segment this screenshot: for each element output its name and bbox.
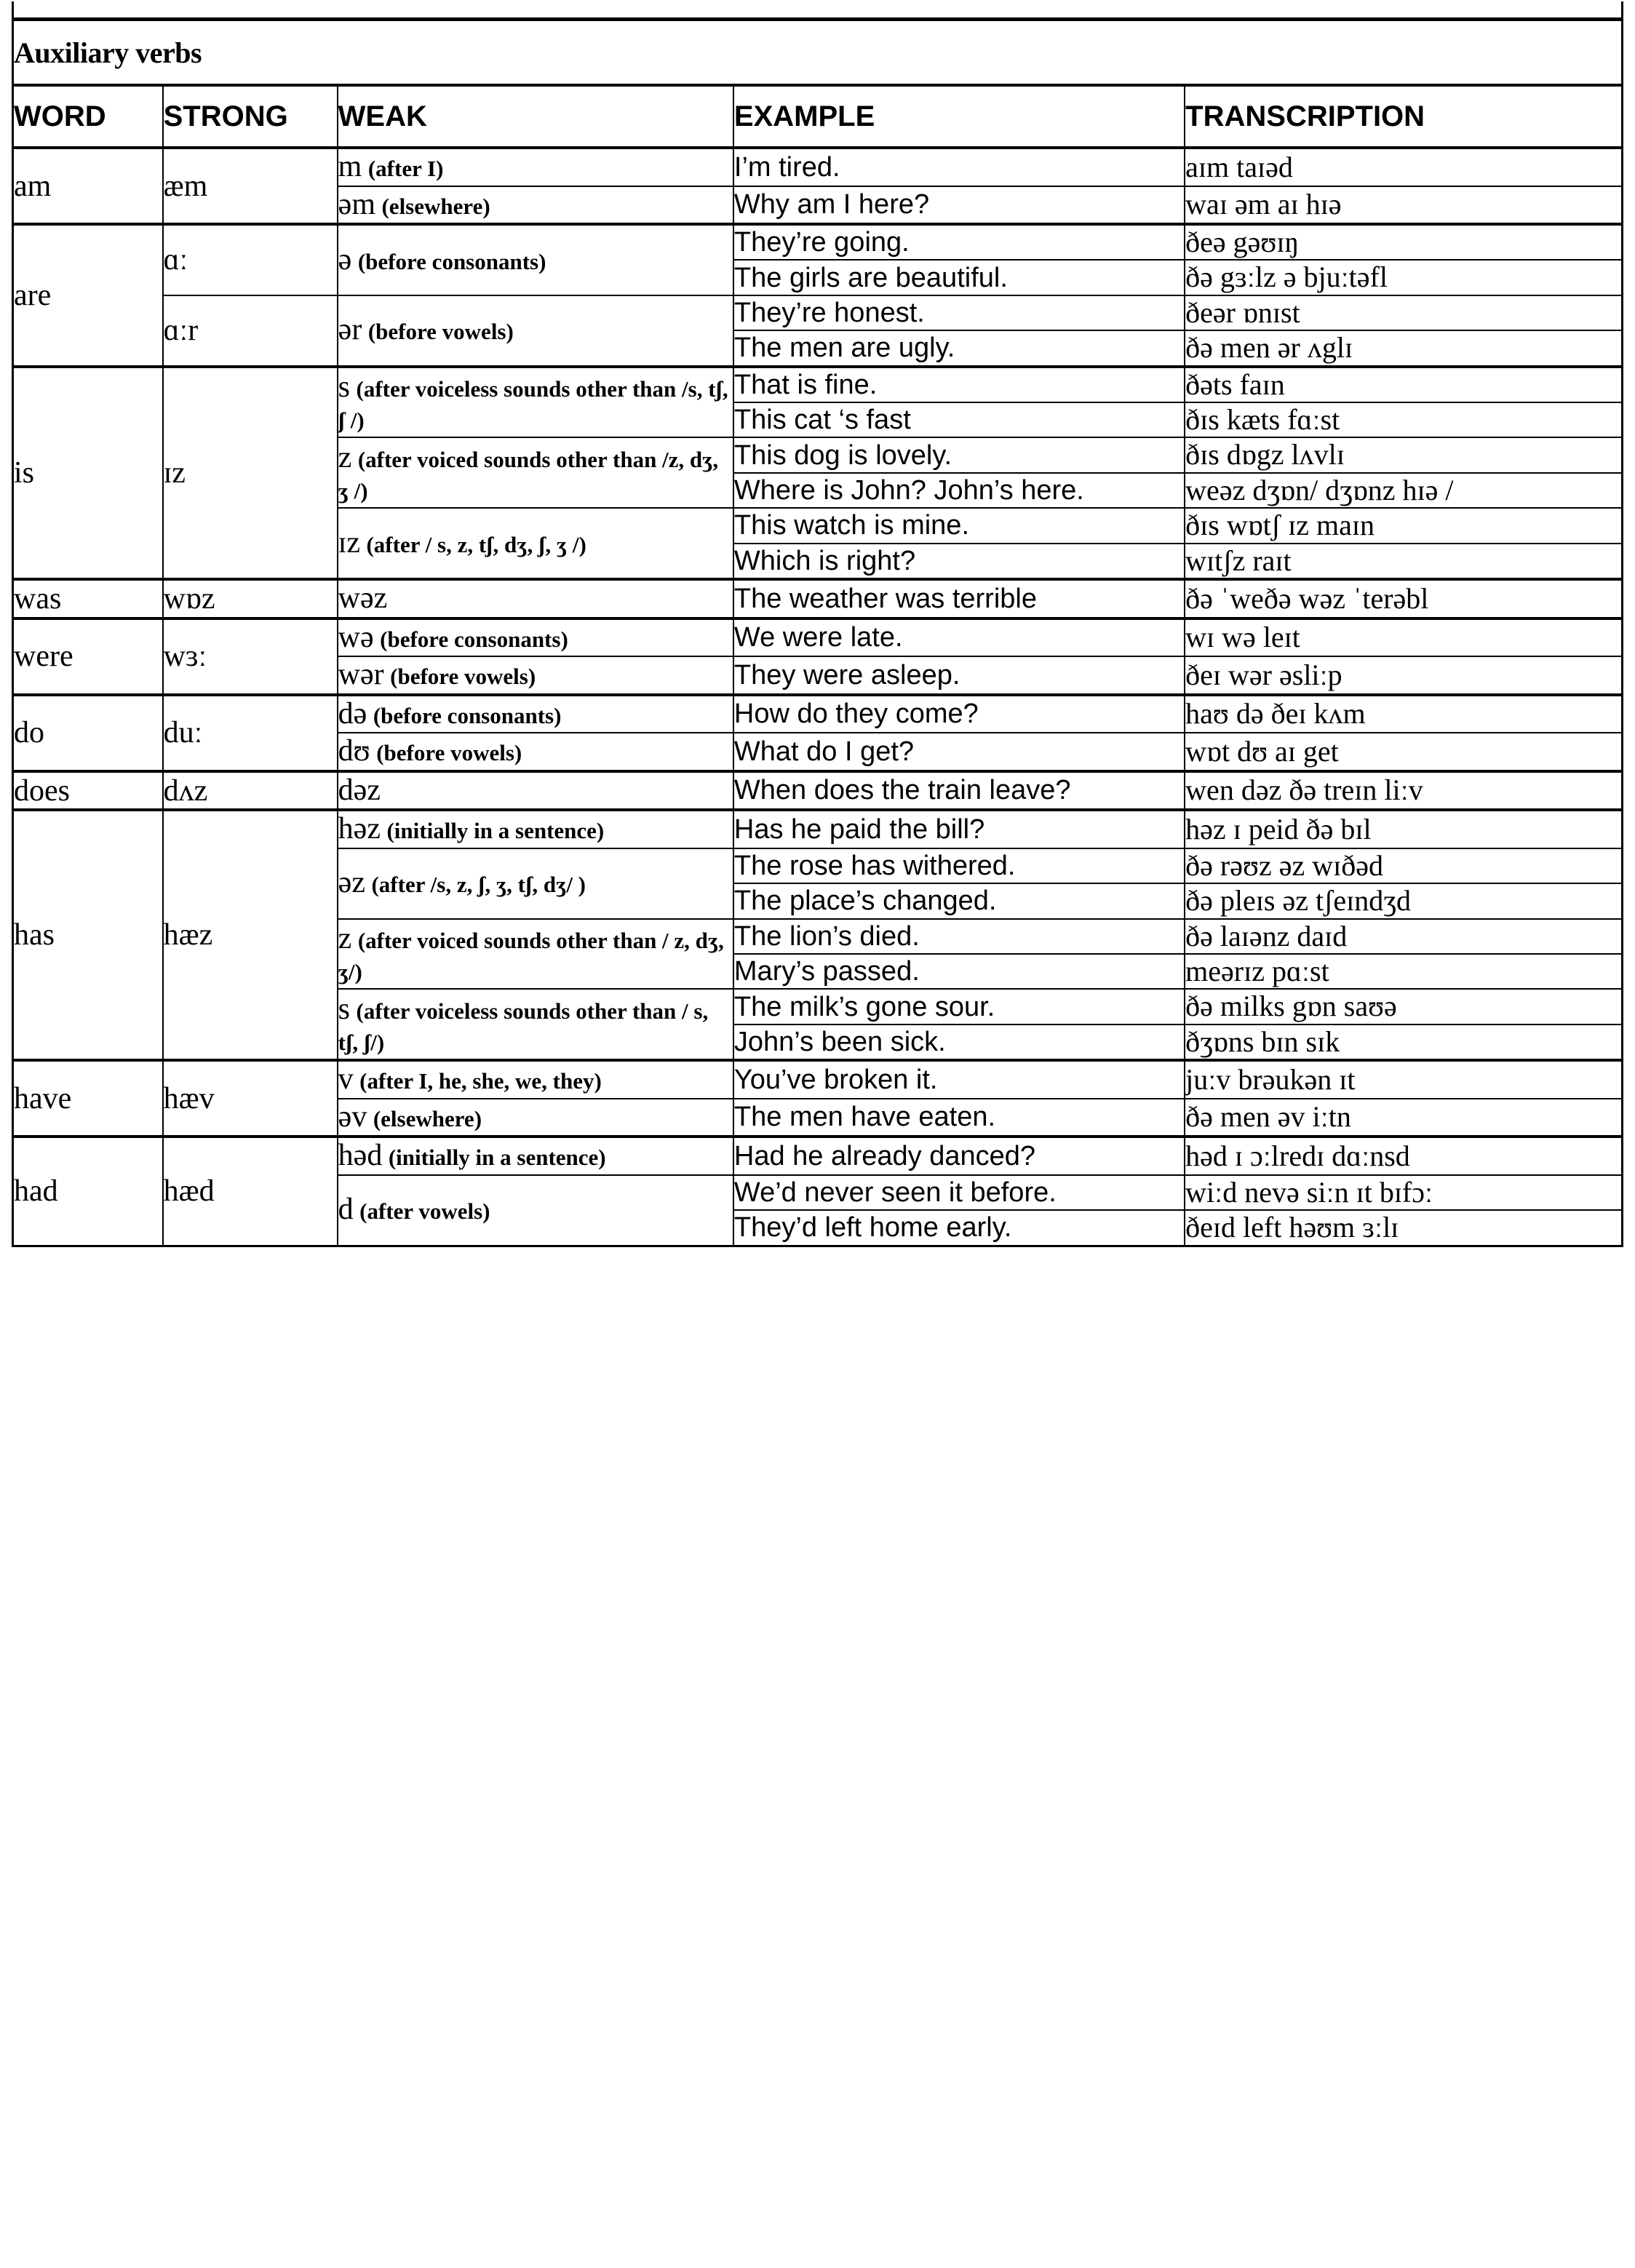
cell-example: The men have eaten. — [733, 1099, 1185, 1137]
cell-example: How do they come? — [733, 695, 1185, 733]
cell-weak-has-3 — [338, 919, 733, 990]
weak-form-ipa: m — [338, 150, 362, 183]
cell-word-has: has — [13, 810, 163, 1060]
cell-transcription: ðeə gəʊɪŋ — [1185, 224, 1622, 260]
document-page — [0, 1, 1635, 1247]
cell-transcription: ðə ˈweðə wəz ˈterəbl — [1185, 579, 1622, 618]
cell-weak-had-1 — [338, 1137, 733, 1175]
weak-form-ipa: də — [338, 696, 367, 731]
table-row — [13, 1137, 1623, 1175]
weak-form-condition: (before consonants) — [380, 626, 568, 652]
cell-weak-does-1 — [338, 771, 733, 811]
cell-transcription: aɪm taɪəd — [1185, 148, 1622, 186]
cell-transcription: ðəts faɪn — [1185, 367, 1622, 402]
cell-transcription: waɪ əm aɪ hɪə — [1185, 186, 1622, 225]
cell-example: The rose has withered. — [733, 848, 1185, 883]
cell-transcription: ðeɪd left həʊm ɜːlɪ — [1185, 1210, 1622, 1246]
table-row — [13, 224, 1623, 260]
cell-transcription: ðeɪ wər əsliːp — [1185, 656, 1622, 695]
cell-weak-have-2 — [338, 1099, 733, 1137]
weak-form-condition: (before vowels) — [367, 319, 514, 345]
cell-weak-had-2 — [338, 1175, 733, 1246]
cell-weak-is-1 — [338, 367, 733, 438]
cell-weak-do-2 — [338, 733, 733, 771]
weak-form-condition: (initially in a sentence) — [388, 1145, 606, 1171]
cell-example: Which is right? — [733, 544, 1185, 579]
cell-strong-have: hæv — [163, 1060, 338, 1137]
column-header-transcription: TRANSCRIPTION — [1185, 85, 1622, 148]
cell-transcription: həd ɪ ɔːlredɪ dɑːnsd — [1185, 1137, 1622, 1175]
weak-form-condition: (after voiced sounds other than / z, dʒ, ʒ/) — [338, 928, 724, 984]
cell-example: Mary’s passed. — [733, 954, 1185, 989]
weak-form-ipa: s — [338, 370, 351, 405]
cell-strong-are-2: ɑːr — [163, 295, 338, 367]
cell-example: The place’s changed. — [733, 883, 1185, 918]
table-row — [13, 618, 1623, 657]
column-header-word: WORD — [13, 85, 163, 148]
weak-form-condition: (after /s, z, ʃ, ʒ, tʃ, dʒ/ ) — [371, 872, 586, 898]
cell-word-had: had — [13, 1137, 163, 1246]
weak-form-ipa: ə — [338, 242, 352, 276]
cell-transcription: wen dəz ðə treɪn liːv — [1185, 771, 1622, 811]
table-row — [13, 367, 1623, 402]
cell-weak-have-1 — [338, 1060, 733, 1099]
cell-transcription: ðɪs wɒtʃ ɪz maɪn — [1185, 508, 1622, 543]
cell-strong-do: duː — [163, 695, 338, 771]
table-row — [13, 148, 1623, 186]
cell-example: We were late. — [733, 618, 1185, 657]
cell-transcription: wiːd nevə siːn ɪt bɪfɔː — [1185, 1175, 1622, 1210]
cell-example: The men are ugly. — [733, 330, 1185, 366]
cell-transcription: ðə gɜːlz ə bjuːtəfl — [1185, 260, 1622, 295]
cell-word-is: is — [13, 367, 163, 579]
weak-form-ipa: əm — [338, 187, 375, 221]
weak-form-ipa: wəz — [338, 581, 388, 615]
cell-example: They’d left home early. — [733, 1210, 1185, 1246]
cell-word-have: have — [13, 1060, 163, 1137]
cell-weak-was-1 — [338, 579, 733, 618]
cell-example: They’re honest. — [733, 295, 1185, 330]
table-row — [13, 810, 1623, 848]
cell-word-were: were — [13, 618, 163, 695]
cell-example: This dog is lovely. — [733, 437, 1185, 472]
weak-form-condition: (after voiced sounds other than /z, dʒ, ʒ /) — [338, 447, 719, 504]
weak-form-ipa: ər — [338, 313, 362, 347]
weak-form-ipa: d — [338, 1193, 354, 1227]
weak-form-condition: (after I) — [367, 156, 444, 181]
weak-form-condition: (before consonants) — [357, 248, 546, 274]
cell-weak-am-2 — [338, 186, 733, 225]
page-title: Auxiliary verbs — [13, 21, 1623, 85]
cell-example: The milk’s gone sour. — [733, 989, 1185, 1024]
weak-form-condition: (after voiceless sounds other than /s, tʃ, ʃ /) — [338, 376, 728, 433]
column-header-weak: WEAK — [338, 85, 733, 148]
column-header-example: EXAMPLE — [733, 85, 1185, 148]
cell-word-are: are — [13, 224, 163, 367]
cell-weak-are-2 — [338, 295, 733, 367]
weak-form-ipa: dəz — [338, 773, 381, 807]
cell-transcription: weəz dʒɒn/ dʒɒnz hɪə / — [1185, 473, 1622, 508]
cell-word-was: was — [13, 579, 163, 618]
cell-example: I’m tired. — [733, 148, 1185, 186]
cell-transcription: meərɪz pɑːst — [1185, 954, 1622, 989]
weak-form-ipa: ɪz — [338, 525, 360, 560]
clipped-top-row — [12, 1, 1623, 21]
cell-word-am: am — [13, 148, 163, 224]
cell-transcription: ðə men ər ʌglɪ — [1185, 330, 1622, 366]
cell-weak-were-2 — [338, 656, 733, 695]
cell-strong-had: hæd — [163, 1137, 338, 1246]
cell-weak-has-1 — [338, 810, 733, 848]
table-row — [13, 695, 1623, 733]
cell-example: The girls are beautiful. — [733, 260, 1185, 295]
cell-strong-has: hæz — [163, 810, 338, 1060]
weak-form-condition: (initially in a sentence) — [386, 818, 605, 844]
cell-transcription: wɪ wə leɪt — [1185, 618, 1622, 657]
weak-form-ipa: z — [338, 441, 352, 474]
table-row — [13, 579, 1623, 618]
cell-example: This cat ‘s fast — [733, 402, 1185, 437]
cell-example: They’re going. — [733, 224, 1185, 260]
cell-word-does: does — [13, 771, 163, 811]
cell-example: The weather was terrible — [733, 579, 1185, 618]
cell-transcription: ðə laɪənz daɪd — [1185, 919, 1622, 954]
weak-form-condition: (elsewhere) — [373, 1105, 482, 1131]
cell-transcription: ðə rəʊz əz wɪðəd — [1185, 848, 1622, 883]
cell-example: Where is John? John’s here. — [733, 473, 1185, 508]
weak-form-ipa: wə — [338, 620, 374, 654]
cell-example: Why am I here? — [733, 186, 1185, 225]
table-header-row — [13, 85, 1623, 148]
cell-transcription: ðʒɒns bɪn sɪk — [1185, 1024, 1622, 1060]
weak-form-ipa: əv — [338, 1099, 367, 1134]
cell-weak-were-1 — [338, 618, 733, 657]
cell-weak-has-4 — [338, 989, 733, 1060]
cell-strong-was: wɒz — [163, 579, 338, 618]
weak-form-condition: (after / s, z, tʃ, dʒ, ʃ, ʒ /) — [366, 531, 586, 557]
cell-transcription: wɪtʃz raɪt — [1185, 544, 1622, 579]
cell-transcription: ðə men əv iːtn — [1185, 1099, 1622, 1137]
auxiliary-verbs-table — [12, 21, 1623, 1247]
weak-form-ipa: əz — [338, 866, 365, 900]
cell-strong-is: ɪz — [163, 367, 338, 579]
cell-transcription: həz ɪ peid ðə bɪl — [1185, 810, 1622, 848]
cell-transcription: ðɪs kæts fɑːst — [1185, 402, 1622, 437]
cell-example: You’ve broken it. — [733, 1060, 1185, 1099]
weak-form-ipa: wər — [338, 658, 384, 692]
table-row — [13, 1060, 1623, 1099]
cell-example: The lion’s died. — [733, 919, 1185, 954]
weak-form-condition: (before vowels) — [390, 664, 536, 690]
column-header-strong: STRONG — [163, 85, 338, 148]
cell-example: They were asleep. — [733, 656, 1185, 695]
weak-form-condition: (before vowels) — [376, 740, 522, 766]
weak-form-condition: (after I, he, she, we, they) — [359, 1068, 602, 1094]
cell-strong-does: dʌz — [163, 771, 338, 811]
cell-transcription: haʊ də ðeɪ kʌm — [1185, 695, 1622, 733]
cell-strong-am: æm — [163, 148, 338, 224]
cell-weak-do-1 — [338, 695, 733, 733]
cell-example: John’s been sick. — [733, 1024, 1185, 1060]
cell-weak-are-1 — [338, 224, 733, 295]
cell-word-do: do — [13, 695, 163, 771]
cell-example: This watch is mine. — [733, 508, 1185, 543]
table-row — [13, 295, 1623, 330]
cell-example: We’d never seen it before. — [733, 1175, 1185, 1210]
cell-weak-am-1 — [338, 148, 733, 186]
weak-form-ipa: həd — [338, 1139, 383, 1173]
cell-transcription: wɒt dʊ aɪ get — [1185, 733, 1622, 771]
weak-form-ipa: v — [338, 1062, 354, 1097]
cell-strong-were: wɜː — [163, 618, 338, 695]
cell-example: That is fine. — [733, 367, 1185, 402]
cell-example: Had he already danced? — [733, 1137, 1185, 1175]
cell-transcription: ðə milks gɒn saʊə — [1185, 989, 1622, 1024]
cell-transcription: ðə pleɪs əz tʃeɪndʒd — [1185, 883, 1622, 918]
weak-form-ipa: dʊ — [338, 734, 370, 768]
table-title-row — [13, 21, 1623, 85]
cell-example: What do I get? — [733, 733, 1185, 771]
weak-form-ipa: s — [338, 992, 351, 1026]
cell-strong-are-1: ɑː — [163, 224, 338, 295]
weak-form-ipa: z — [338, 922, 352, 956]
weak-form-condition: (after voiceless sounds other than / s, tʃ, ʃ/) — [338, 998, 709, 1055]
cell-weak-has-2 — [338, 848, 733, 919]
cell-transcription: ðɪs dɒgz lʌvlɪ — [1185, 437, 1622, 472]
weak-form-ipa: həz — [338, 812, 381, 846]
cell-transcription: ðeər ɒnɪst — [1185, 295, 1622, 330]
cell-example: When does the train leave? — [733, 771, 1185, 811]
cell-weak-is-3 — [338, 508, 733, 579]
cell-weak-is-2 — [338, 437, 733, 508]
cell-transcription: juːv brəukən ɪt — [1185, 1060, 1622, 1099]
table-row — [13, 771, 1623, 811]
weak-form-condition: (before consonants) — [373, 702, 562, 728]
weak-form-condition: (after vowels) — [359, 1198, 490, 1225]
weak-form-condition: (elsewhere) — [381, 193, 490, 219]
cell-example: Has he paid the bill? — [733, 810, 1185, 848]
